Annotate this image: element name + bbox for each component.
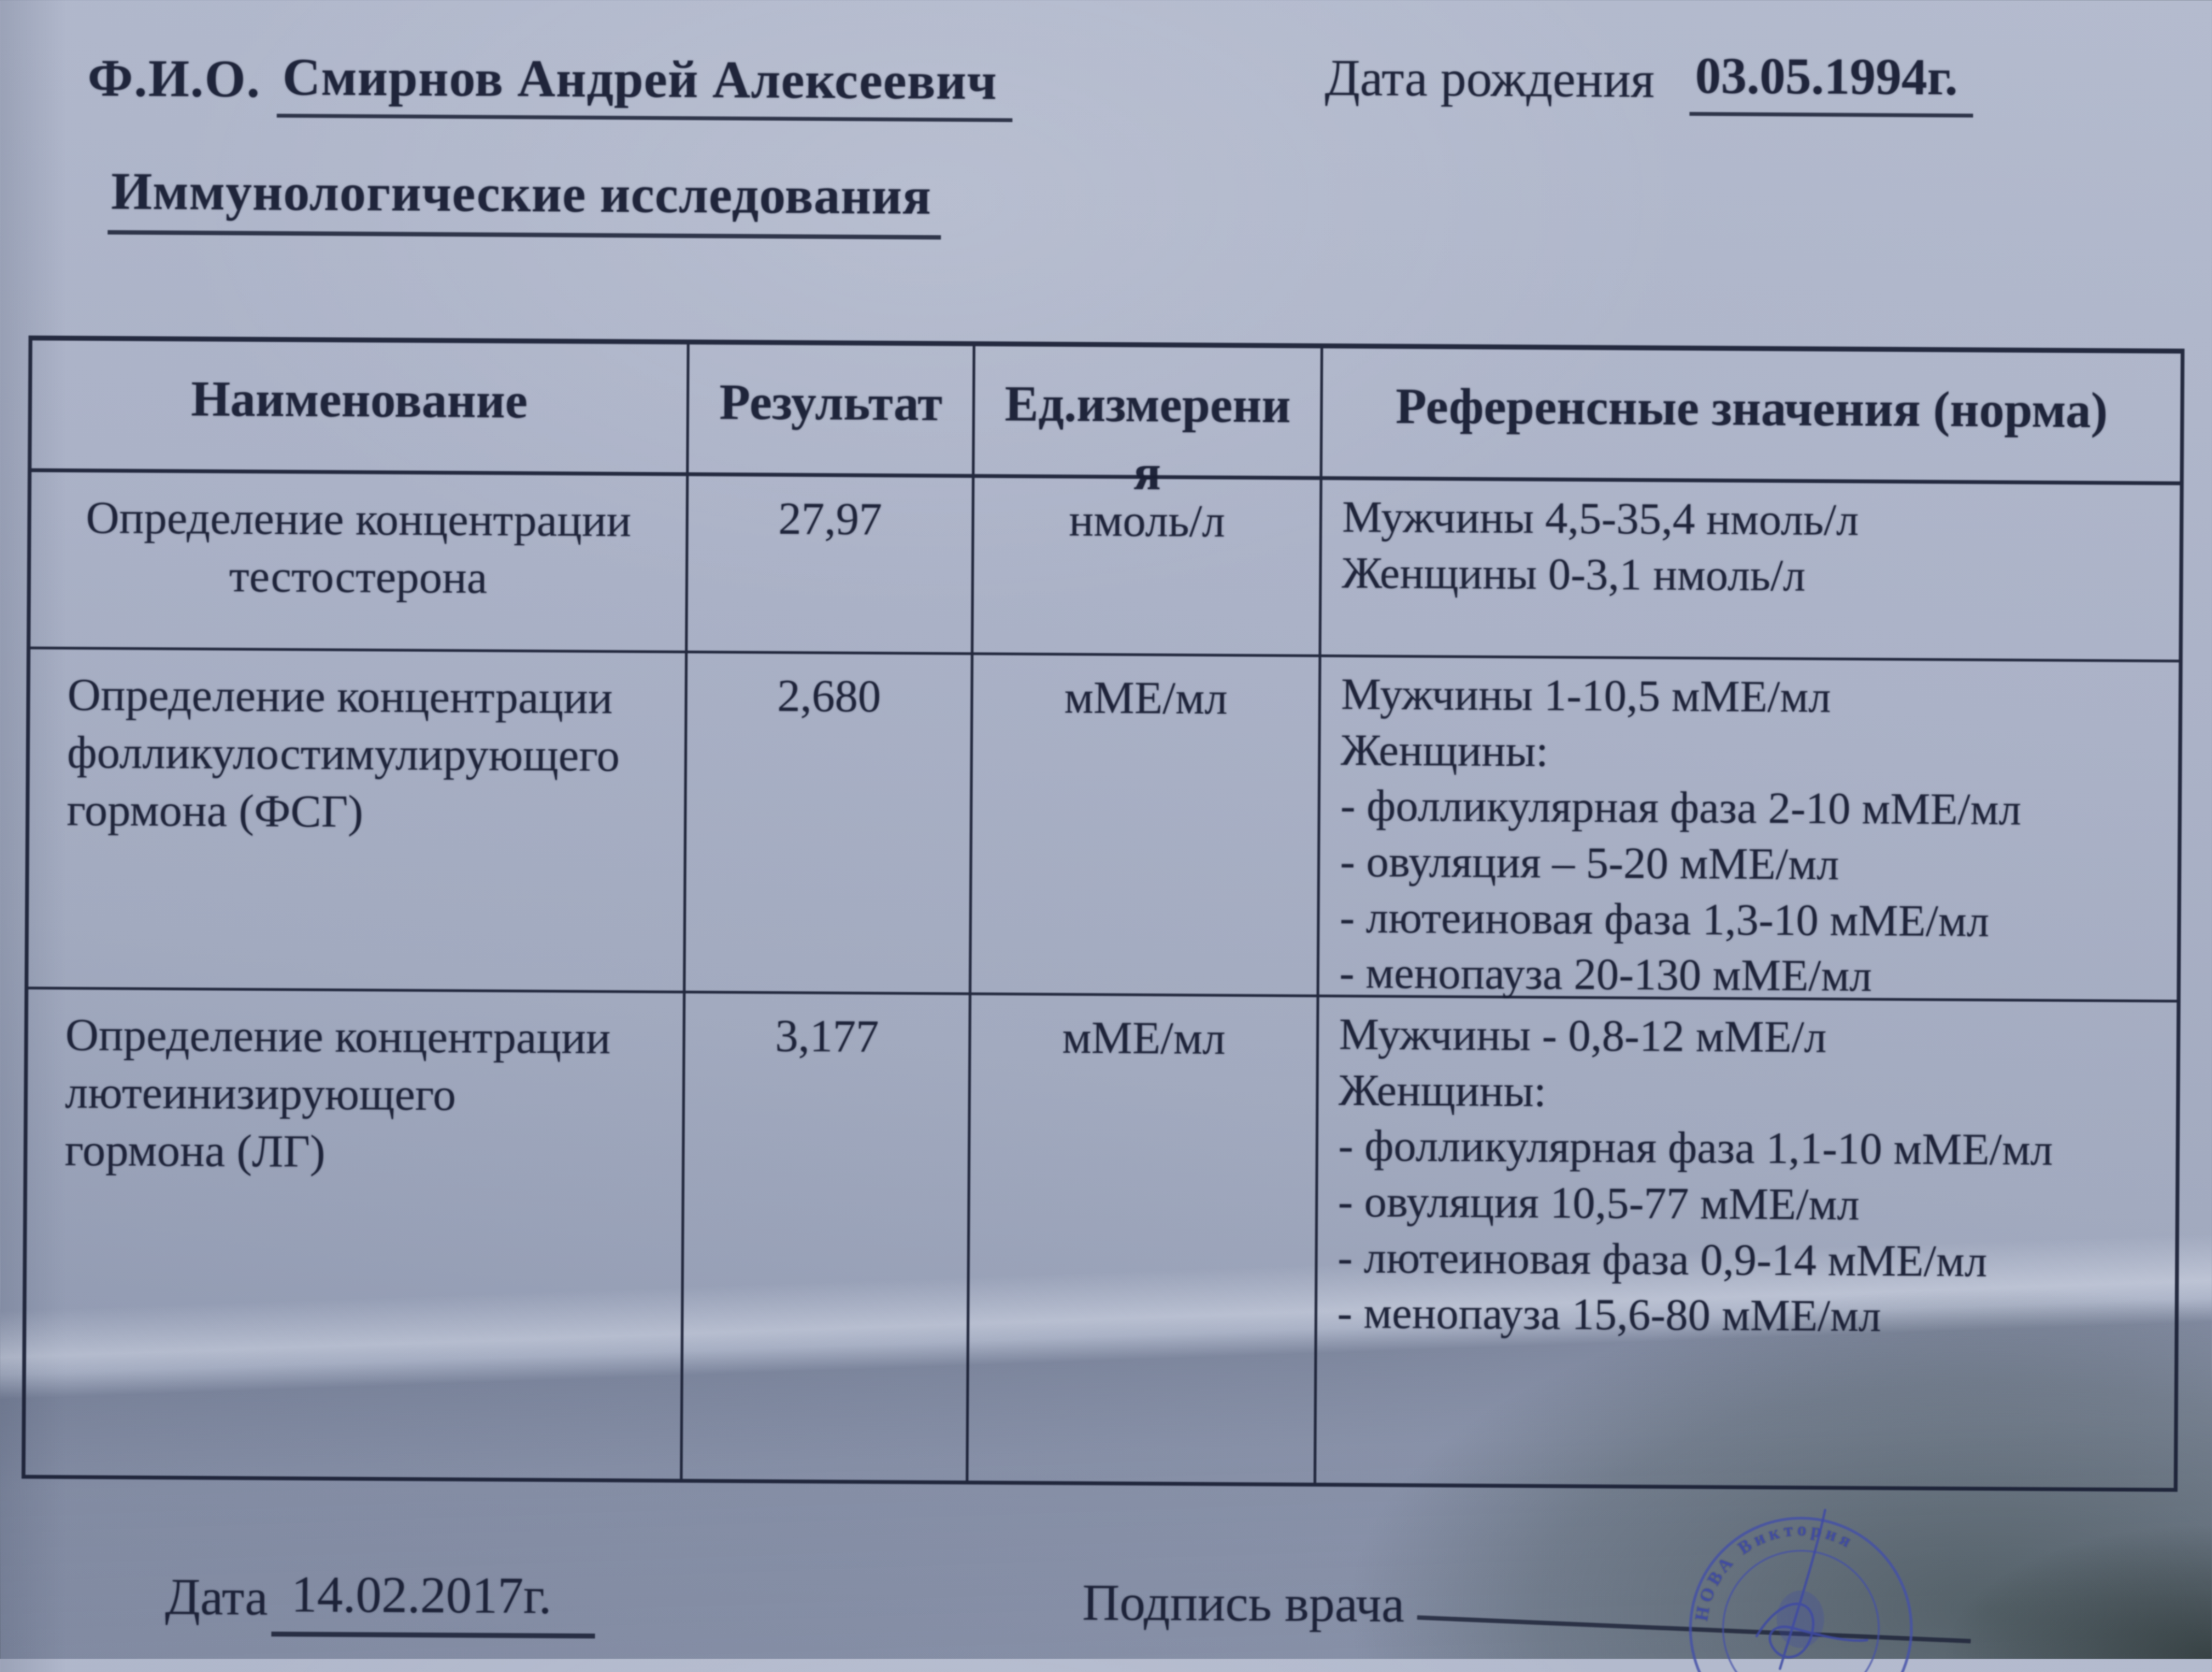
text-line: - фолликулярная фаза 2-10 мМЕ/мл — [1340, 780, 2022, 835]
test-unit: нмоль/л — [974, 478, 1323, 657]
col-header-unit: Ед.измерения — [975, 346, 1324, 480]
test-unit: мМЕ/мл — [972, 655, 1322, 997]
text-line: лютеинизирующего — [65, 1067, 456, 1121]
text-line: тестостерона — [229, 550, 488, 603]
patient-name: Смирнов Андрей Алексеевич — [276, 46, 1012, 122]
dob-label: Дата рождения — [1324, 49, 1655, 109]
text-line: Определение концентрации — [65, 1009, 611, 1064]
text-line: фолликулостимулирующего — [67, 727, 620, 782]
text-line: Определение концентрации — [86, 492, 631, 547]
col-header-result: Результат — [689, 344, 975, 478]
text-line: Мужчины 4,5-35,4 нмоль/л — [1342, 492, 1859, 545]
test-result: 3,177 — [683, 993, 972, 1481]
text-line: Женщины 0-3,1 нмоль/л — [1341, 547, 1806, 601]
text-line: - лютеиновая фаза 0,9-14 мМЕ/мл — [1337, 1232, 1988, 1286]
text-line: - лютеиновая фаза 1,3-10 мМЕ/мл — [1339, 891, 1990, 946]
report-date-label: Дата — [165, 1568, 268, 1626]
text-line: гормона (ЛГ) — [64, 1125, 326, 1177]
section-title: Иммунологические исследования — [108, 160, 941, 239]
col-header-reference: Референсные значения (норма) — [1323, 348, 2181, 485]
test-result: 2,680 — [686, 653, 974, 995]
test-unit: мМЕ/мл — [968, 995, 1319, 1483]
text-line: - менопауза 15,6-80 мМЕ/мл — [1337, 1287, 1882, 1341]
text-line: Мужчины - 0,8-12 мМЕ/л — [1339, 1009, 1827, 1062]
doctor-stamp — [1548, 1497, 2054, 1671]
text-line: - овуляция – 5-20 мМЕ/мл — [1340, 836, 1839, 889]
test-name — [29, 649, 688, 993]
fio-label: Ф.И.О. — [87, 48, 261, 109]
col-header-name: Наименование — [31, 341, 690, 476]
report-date-value: 14.02.2017г. — [272, 1564, 596, 1639]
dob-value: 03.05.1994г. — [1689, 46, 1973, 117]
test-name — [25, 990, 686, 1479]
text-line: гормона (ФСГ) — [66, 784, 364, 838]
text-line: Определение концентрации — [67, 669, 613, 724]
test-name — [31, 472, 689, 653]
test-result: 27,97 — [688, 476, 975, 655]
test-reference — [1322, 480, 2180, 663]
doctor-signature-label: Подпись врача — [1082, 1574, 1405, 1633]
text-line: - менопауза 20-130 мМЕ/мл — [1339, 947, 1872, 1001]
text-line: Женщины: — [1340, 724, 1549, 776]
text-line: - овуляция 10,5-77 мМЕ/мл — [1338, 1176, 1860, 1230]
test-reference — [1319, 657, 2179, 1003]
results-table — [21, 336, 2185, 1492]
text-line: - фолликулярная фаза 1,1-10 мМЕ/мл — [1338, 1120, 2053, 1175]
text-line: Мужчины 1-10,5 мМЕ/мл — [1341, 669, 1831, 722]
test-reference — [1317, 997, 2177, 1488]
text-line: Женщины: — [1338, 1064, 1547, 1116]
stamp-arc-text: НОВА Виктория — [1691, 1519, 1859, 1623]
